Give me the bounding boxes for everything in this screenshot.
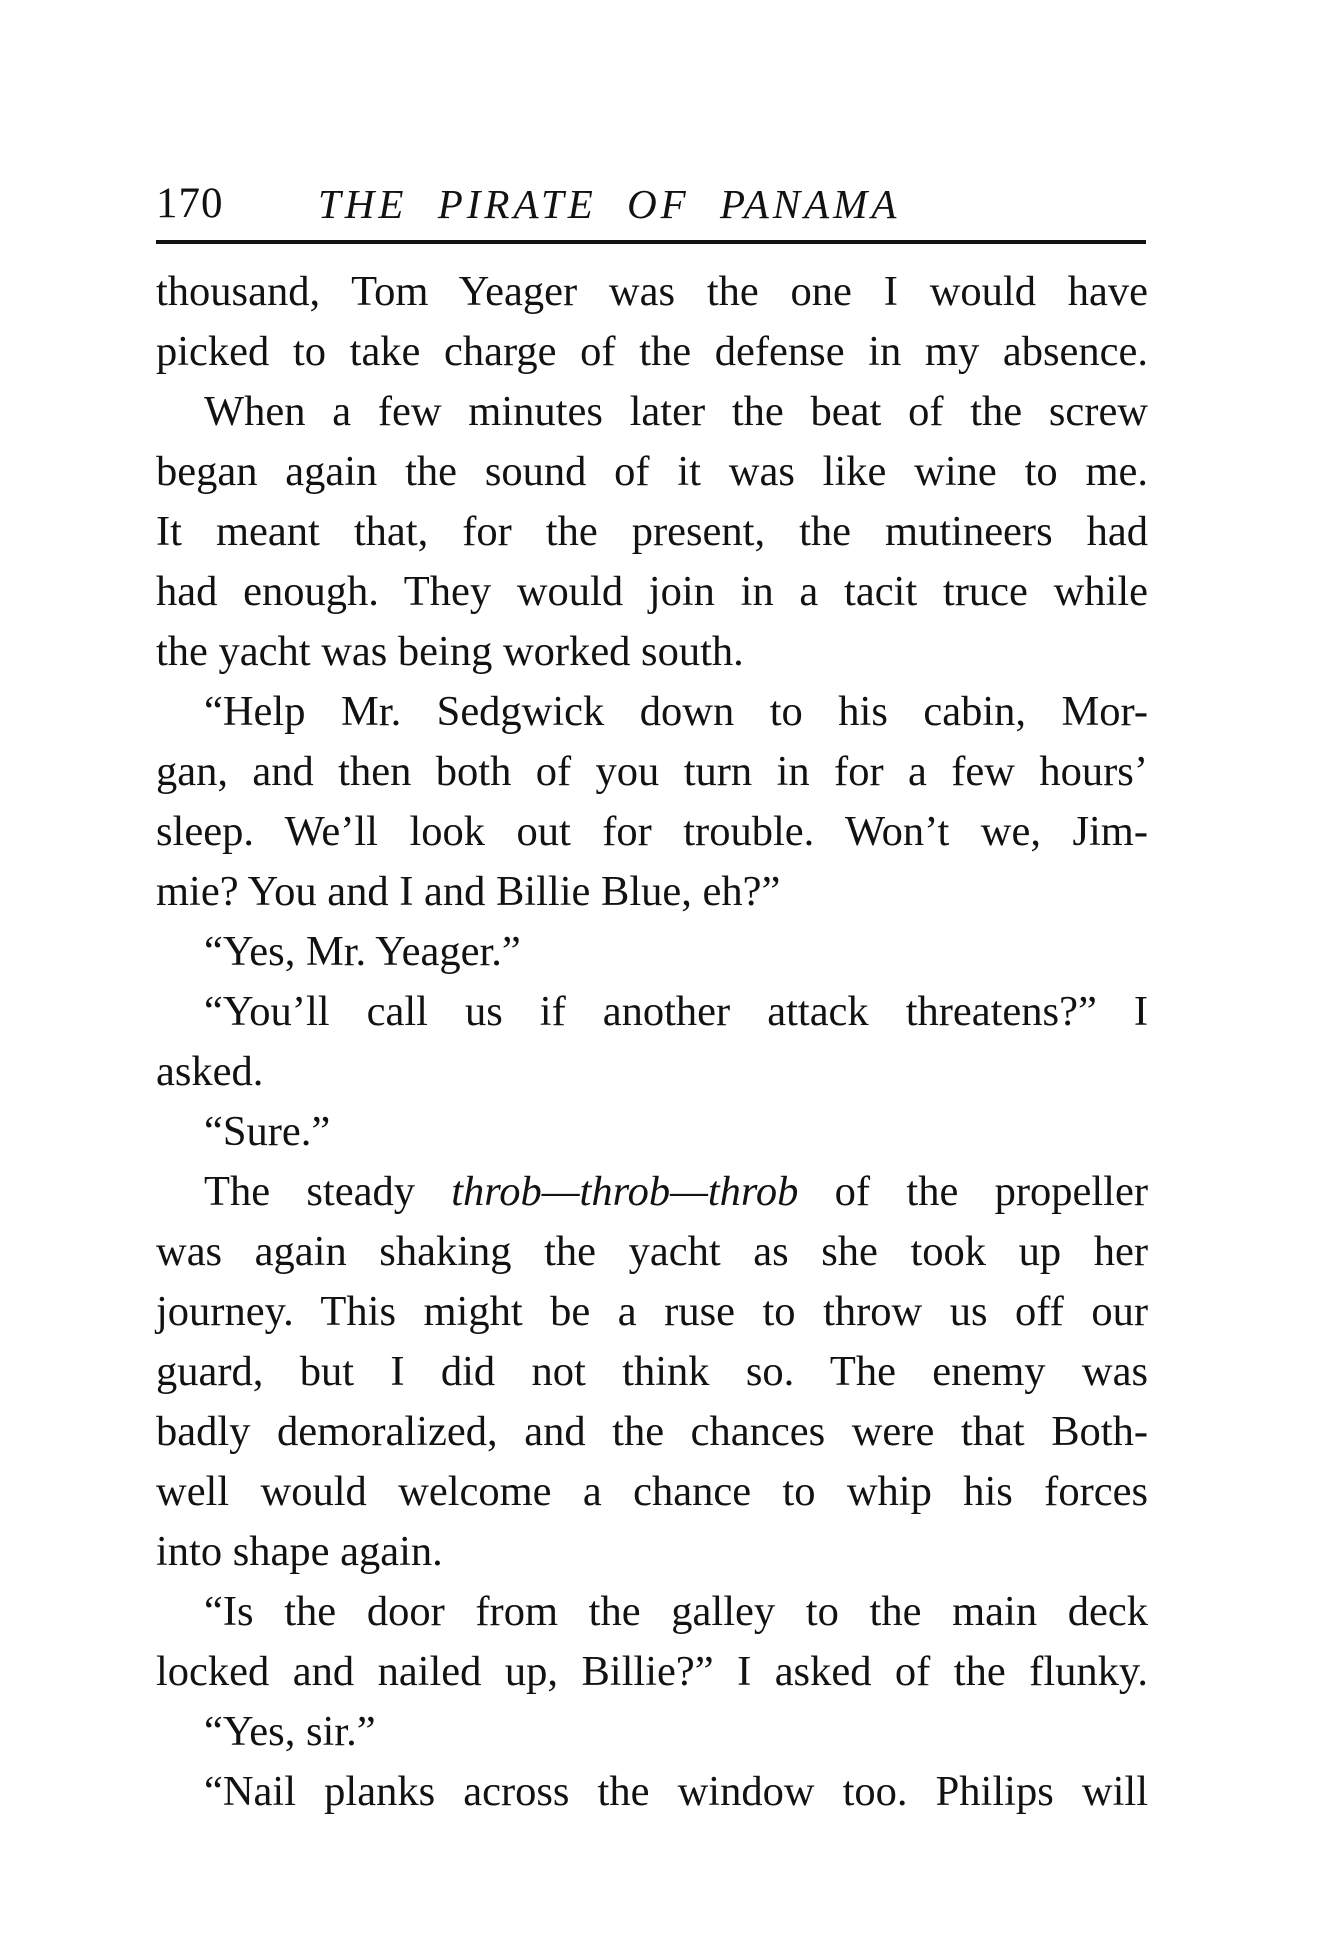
text-line: the yacht was being worked south. bbox=[156, 628, 744, 675]
text-line: began again the sound of it was like wine to me. bbox=[156, 448, 1148, 495]
text-line: The steady throb—throb—throb of the propeller bbox=[204, 1168, 1148, 1215]
text-line: mie? You and I and Billie Blue, eh?” bbox=[156, 868, 781, 915]
body-text bbox=[156, 262, 1148, 1822]
text-line: “Is the door from the galley to the main deck bbox=[204, 1588, 1148, 1635]
italic-emphasis: throb—throb—throb bbox=[451, 1168, 799, 1215]
text-line: “Sure.” bbox=[204, 1108, 331, 1155]
text-line: into shape again. bbox=[156, 1528, 443, 1575]
text-line: “Yes, Mr. Yeager.” bbox=[204, 928, 521, 975]
text-line: “You’ll call us if another attack threatens?” I bbox=[204, 988, 1148, 1035]
page-header bbox=[156, 178, 1146, 244]
page-number: 170 bbox=[156, 180, 224, 227]
text-line: It meant that, for the present, the mutineers had bbox=[156, 508, 1148, 555]
text-line: thousand, Tom Yeager was the one I would have bbox=[156, 268, 1148, 315]
text-line: had enough. They would join in a tacit truce while bbox=[156, 568, 1148, 615]
text-line: was again shaking the yacht as she took up her bbox=[156, 1228, 1148, 1275]
text-line: badly demoralized, and the chances were that Both- bbox=[156, 1408, 1148, 1455]
text-line: “Nail planks across the window too. Philips will bbox=[204, 1768, 1148, 1815]
running-title: THE PIRATE OF PANAMA bbox=[318, 181, 901, 227]
text-line: “Help Mr. Sedgwick down to his cabin, Mor- bbox=[204, 688, 1148, 735]
text-line: “Yes, sir.” bbox=[204, 1708, 376, 1755]
text-line: journey. This might be a ruse to throw us off our bbox=[156, 1288, 1148, 1335]
text-line: When a few minutes later the beat of the screw bbox=[204, 388, 1148, 435]
text-line: asked. bbox=[156, 1048, 264, 1095]
text-line: gan, and then both of you turn in for a few hours’ bbox=[156, 748, 1148, 795]
text-line: locked and nailed up, Billie?” I asked of the flunky. bbox=[156, 1648, 1148, 1695]
text-line: guard, but I did not think so. The enemy was bbox=[156, 1348, 1148, 1395]
text-line: picked to take charge of the defense in my absence. bbox=[156, 328, 1148, 375]
text-line: sleep. We’ll look out for trouble. Won’t we, Jim- bbox=[156, 808, 1148, 855]
text-line: well would welcome a chance to whip his forces bbox=[156, 1468, 1148, 1515]
